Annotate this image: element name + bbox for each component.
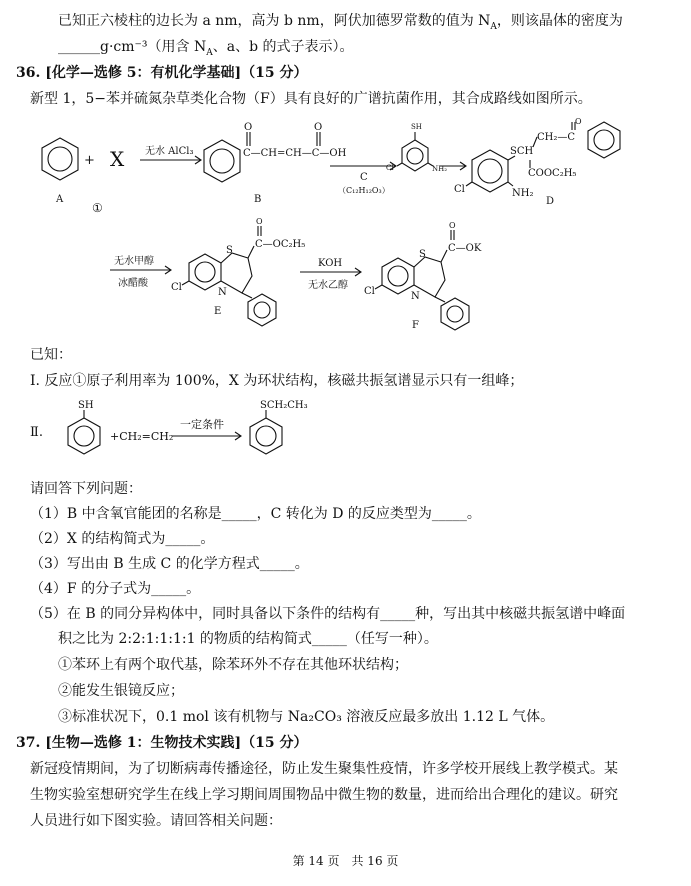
benzene-a-icon <box>42 138 78 180</box>
intro-line-1 <box>58 12 623 36</box>
reagent-alcl3: 无水 AlCl₃ <box>145 146 194 157</box>
f-sulfur: S <box>419 249 426 260</box>
ethylthiobenzene-icon <box>250 410 282 454</box>
question-37-p2: 生物实验室想研究学生在线上学习期间周围物品中微生物的数量，进而给出合理化的建议。研究 <box>30 787 618 803</box>
sub-question-1: （1）B 中含氧官能团的名称是_____，C 转化为 D 的反应类型为_____。 <box>30 506 481 522</box>
sub-question-2: （2）X 的结构简式为_____。 <box>30 531 215 547</box>
reaction-1-label: ① <box>92 201 103 215</box>
d-oxygen: O <box>575 118 582 126</box>
answer-prompt: 请回答下列问题： <box>30 481 142 497</box>
b-acid-oxygen: O <box>314 122 323 133</box>
text: 已知正六棱柱的边长为 a nm，高为 b nm，阿伏加德罗常数的值为 N <box>58 13 491 29</box>
b-oxygen: O <box>244 122 253 133</box>
benzene-d2-icon <box>588 122 620 158</box>
text: 、a、b 的式子表示）。 <box>212 39 354 55</box>
reagent-ring-icon <box>397 132 433 171</box>
question-37-p3: 人员进行如下图实验。请回答相关问题： <box>30 813 282 829</box>
label-d: D <box>546 196 555 207</box>
e-nitrogen: N <box>218 287 227 298</box>
e-ester: C—OC₂H₅ <box>255 239 306 250</box>
subscript: A <box>490 21 497 32</box>
label-b: B <box>254 194 262 205</box>
reagent-cl: Cl <box>386 164 394 172</box>
page-footer: 第 14 页 共 16 页 <box>292 854 399 868</box>
subscript: A <box>206 47 213 58</box>
sub-question-5a: （5）在 B 的同分异构体中，同时具备以下条件的结构有_____种，写出其中核磁共振氢谱中峰面 <box>30 606 626 622</box>
intro-line-2 <box>58 38 354 62</box>
known-condition-1: Ⅰ. 反应①原子利用率为 100%，X 为环状结构，核磁共振氢谱显示只有一组峰； <box>30 373 524 389</box>
d-ch2: CH₂—C <box>537 132 576 143</box>
reagent-ethanol: 无水乙醇 <box>308 280 348 291</box>
f-nitrogen: N <box>411 291 420 302</box>
ethylene: +CH₂=CH₂ <box>110 430 174 443</box>
condition-2: ②能发生银镜反应； <box>58 683 184 699</box>
d-ester: COOC₂H₅ <box>528 168 577 179</box>
b-chain: C—CH=CH—C—OH <box>243 148 347 159</box>
d-sch: SCH <box>510 146 534 157</box>
benzene-b-icon <box>204 140 240 182</box>
sub-question-4: （4）F 的分子式为_____。 <box>30 581 201 597</box>
text: ______g·cm⁻³（用含 N <box>58 39 207 55</box>
label-e: E <box>214 306 222 317</box>
e-cl: Cl <box>171 282 182 293</box>
x-label: X <box>110 147 125 171</box>
question-37-header: 37. [生物—选修 1：生物技术实践]（15 分） <box>16 735 308 751</box>
reagent-methanol: 无水甲醇 <box>114 256 154 267</box>
known-title: 已知： <box>30 347 72 363</box>
d-cl: Cl <box>454 184 465 195</box>
label-a: A <box>56 194 64 205</box>
text: ，则该晶体的密度为 <box>496 13 623 29</box>
e-oxygen: O <box>256 217 263 226</box>
label-f: F <box>412 320 419 331</box>
f-cl: Cl <box>364 286 375 297</box>
thiophenol-icon <box>68 410 100 454</box>
known-2-label: Ⅱ. <box>30 425 43 440</box>
reagent-acetic-acid: 冰醋酸 <box>118 278 148 289</box>
f-oxygen: O <box>449 221 456 230</box>
benzene-d-icon <box>466 150 515 192</box>
condition-1: ①苯环上有两个取代基，除苯环外不存在其他环状结构； <box>58 657 408 673</box>
c-label: C <box>360 172 368 183</box>
reagent-sh: SH <box>411 123 422 131</box>
d-nh2: NH₂ <box>512 188 534 199</box>
plus-sign: + <box>84 153 95 168</box>
synthesis-scheme <box>0 118 691 340</box>
f-ok: C—OK <box>448 243 482 254</box>
e-sulfur: S <box>226 245 233 256</box>
c-formula: （C₁₂H₁₂O₃） <box>338 186 390 195</box>
reagent-nh2: NH₂ <box>432 165 448 173</box>
sub-question-3: （3）写出由 B 生成 C 的化学方程式_____。 <box>30 556 309 572</box>
benzothiazepine-e-icon <box>182 246 276 326</box>
ethylthio-group: SCH₂CH₃ <box>260 400 308 411</box>
reagent-koh: KOH <box>318 258 343 269</box>
sub-question-5b: 积之比为 2:2:1:1:1:1 的物质的结构简式_____（任写一种）。 <box>58 631 438 647</box>
known-reaction-2 <box>0 396 691 468</box>
condition-text: 一定条件 <box>180 418 224 431</box>
question-36-intro: 新型 1，5−苯并硫氮杂草类化合物（F）具有良好的广谱抗菌作用，其合成路线如图所示。 <box>30 91 592 107</box>
condition-3: ③标准状况下，0.1 mol 该有机物与 Na₂CO₃ 溶液反应最多放出 1.12 L 气体。 <box>58 709 555 725</box>
question-37-p1: 新冠疫情期间，为了切断病毒传播途径，防止发生聚集性疫情，许多学校开展线上教学模式。某 <box>30 761 618 777</box>
benzothiazepine-f-icon <box>375 250 469 330</box>
thiol-group: SH <box>78 400 94 411</box>
question-36-header: 36. [化学—选修 5：有机化学基础]（15 分） <box>16 65 308 81</box>
